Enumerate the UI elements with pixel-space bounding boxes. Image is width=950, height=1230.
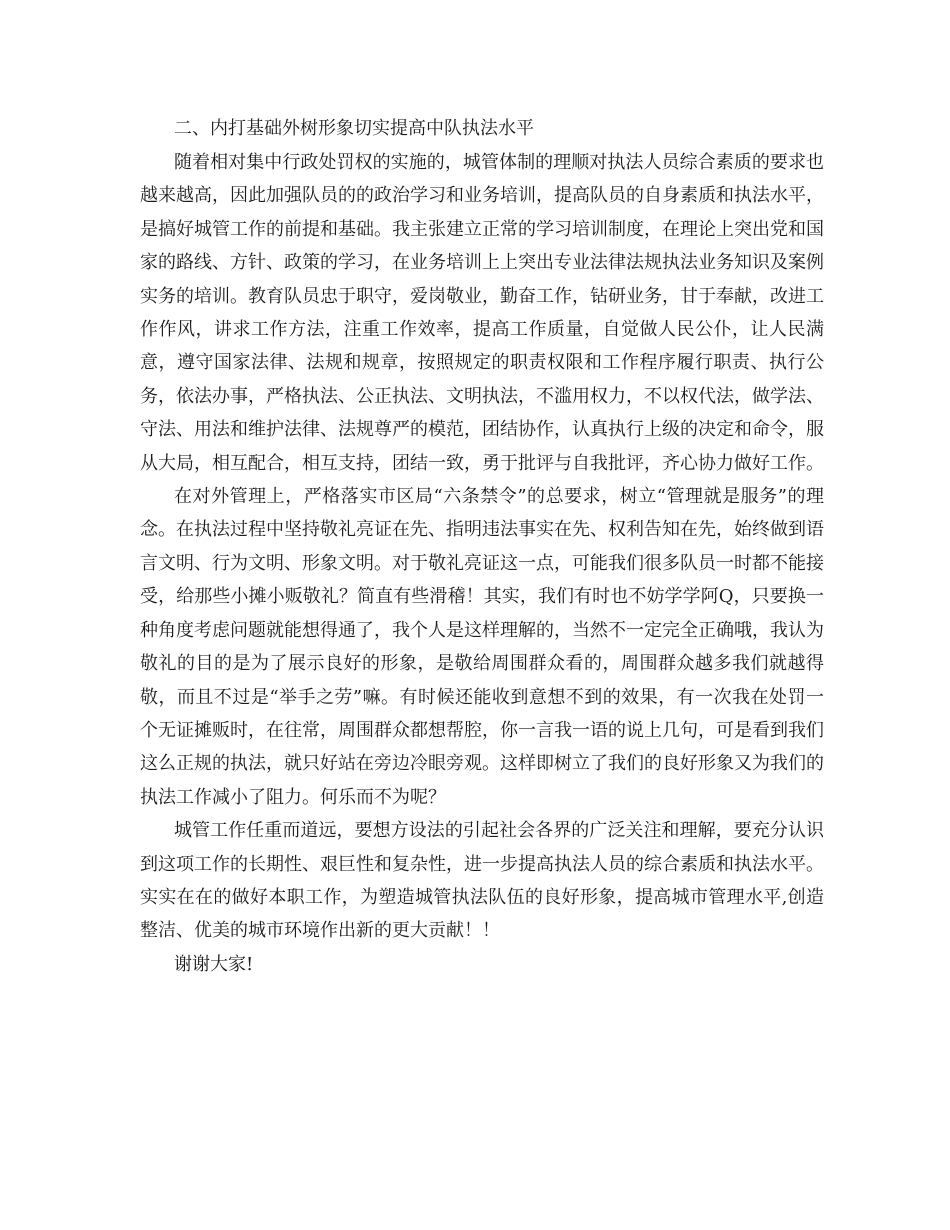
paragraph-external-management: 在对外管理上，严格落实市区局“六条禁令”的总要求，树立“管理就是服务”的理念。在执法过程中坚持敬礼亮证在先、指明违法事实在先、权利告知在先，始终做到语言文明、行为文明、形象文明。对于敬礼亮证这一点，可能我们很多队员一时都不能接受，给那些小摊小贩敬礼？简直有些滑稽！其实，我们有时也不妨学学阿Q，只要换一种角度考虑问题就能想得通了，我个人是这样理解的，当然不一定完全正确哦，我认为敬礼的目的是为了展示良好的形象，是敬给周围群众看的，周围群众越多我们就越得敬，而且不过是“举手之劳”嘛。有时候还能收到意想不到的效果，有一次我在处罚一个无证摊贩时，在往常，周围群众都想帮腔，你一言我一语的说上几句，可是看到我们这么正规的执法，就只好站在旁边冷眼旁观。这样即树立了我们的良好形象又为我们的执法工作减小了阻力。何乐而不为呢？ — [140, 486, 824, 808]
document-body — [140, 112, 824, 981]
paragraph-conclusion: 城管工作任重而道远，要想方设法的引起社会各界的广泛关注和理解，要充分认识到这项工作的长期性、艰巨性和复杂性，进一步提高执法人员的综合素质和执法水平。实实在在的做好本职工作，为塑造城管执法队伍的良好形象，提高城市管理水平,创造整洁、优美的城市环境作出新的更大贡献！！ — [140, 820, 824, 942]
paragraph-training: 随着相对集中行政处罚权的实施的，城管体制的理顺对执法人员综合素质的要求也越来越高，因此加强队员的的政治学习和业务培训，提高队员的自身素质和执法水平，是搞好城管工作的前提和基础。我主张建立正常的学习培训制度，在理论上突出党和国家的路线、方针、政策的学习，在业务培训上上突出专业法律法规执法业务知识及案例实务的培训。教育队员忠于职守，爱岗敬业，勤奋工作，钻研业务，甘于奉献，改进工作作风，讲求工作方法，注重工作效率，提高工作质量，自觉做人民公仆，让人民满意，遵守国家法律、法规和规章，按照规定的职责权限和工作程序履行职责、执行公务，依法办事，严格执法、公正执法、文明执法，不滥用权力，不以权代法，做学法、守法、用法和维护法律、法规尊严的模范，团结协作，认真执行上级的决定和命令，服从大局，相互配合，相互支持，团结一致，勇于批评与自我批评，齐心协力做好工作。 — [140, 152, 824, 474]
section-heading: 二、内打基础外树形象切实提高中队执法水平 — [174, 118, 534, 139]
paragraph-thanks: 谢谢大家! — [174, 953, 254, 975]
